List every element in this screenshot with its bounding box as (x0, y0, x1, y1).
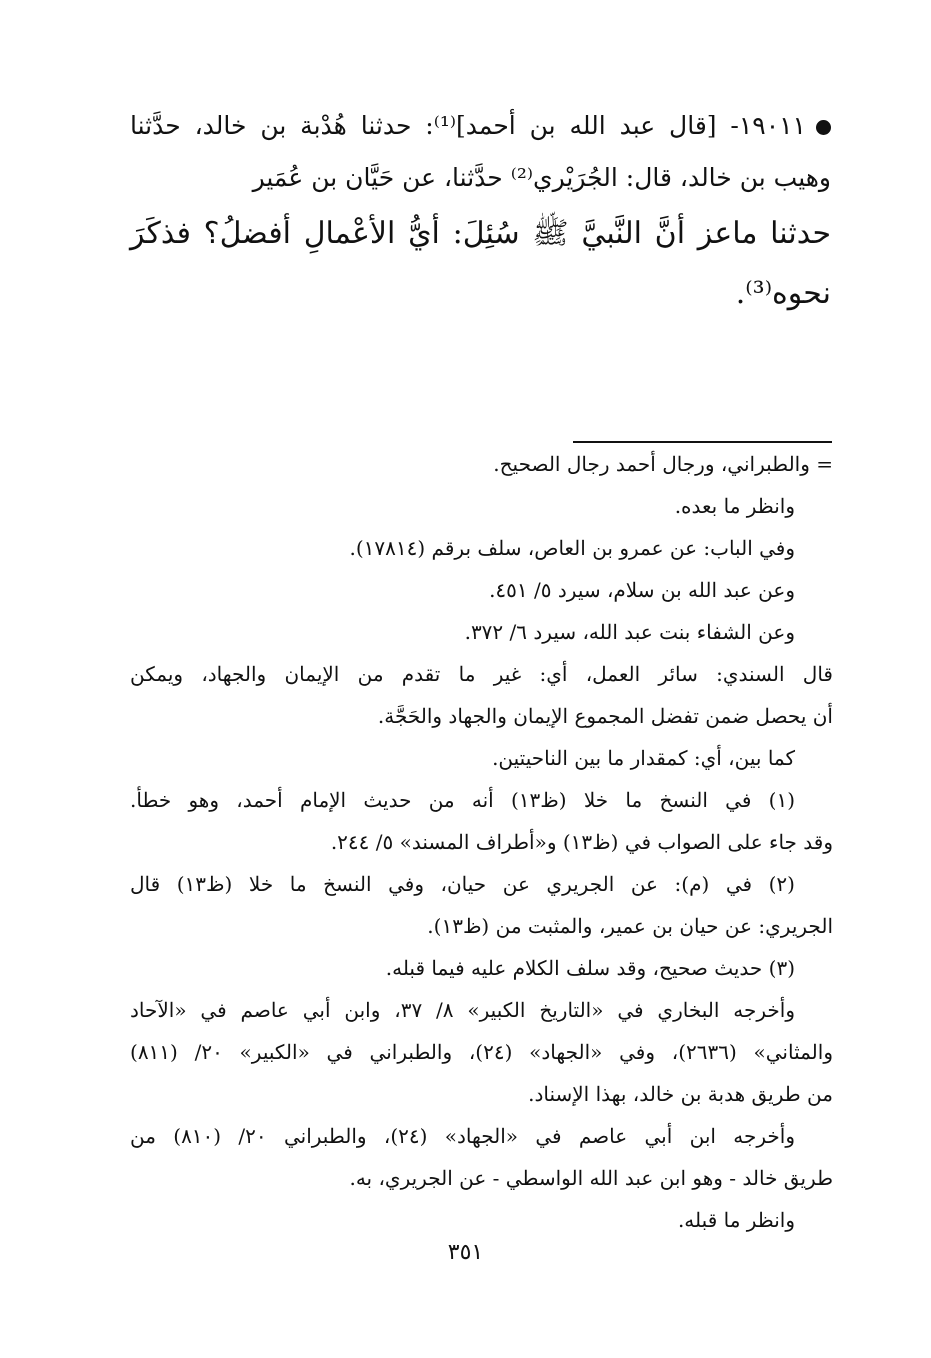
footnote-line: وانظر ما بعده. (674, 494, 795, 518)
footnote-line: كما بين، أي: كمقدار ما بين الناحيتين. (492, 746, 795, 770)
hadith-line-1-text: ١٩٠١١- [قال عبد الله بن أحمد]⁽¹⁾: حدثنا هُدْبة بن خالد، حدَّثنا (130, 111, 806, 140)
footnote-line: طريق خالد - وهو ابن عبد الله الواسطي - عن الجريري، به. (349, 1166, 833, 1190)
hadith-line-4: نحوه⁽³⁾. (735, 276, 831, 311)
hadith-line-3: حدثنا ماعز أنَّ النَّبيَّ ﷺ سُئِلَ: أيُّ الأعْمالِ أفضلُ؟ فذكَرَ (130, 216, 831, 251)
footnote-line: الجريري: عن حيان بن عمير، والمثبت من (ظ١٣). (427, 914, 833, 938)
footnotes-section (130, 443, 833, 1241)
footnote-3: (٣) حديث صحيح، وقد سلف الكلام عليه فيما قبله. (385, 956, 795, 980)
footnote-line: وعن الشفاء بنت عبد الله، سيرد ٦/ ٣٧٢. (464, 620, 795, 644)
hadith-main-text (130, 100, 831, 324)
footnote-line: وفي الباب: عن عمرو بن العاص، سلف برقم (١٧٨١٤). (349, 536, 795, 560)
footnote-line: وانظر ما قبله. (677, 1208, 795, 1232)
footnote-line: = والطبراني، ورجال أحمد رجال الصحيح. (493, 452, 833, 476)
footnote-line: قال السندي: سائر العمل، أي: غير ما تقدم من الإيمان والجهاد، ويمكن (130, 662, 833, 686)
hadith-line-1 (130, 100, 831, 152)
bullet-icon (816, 120, 831, 135)
footnote-line: وعن عبد الله بن سلام، سيرد ٥/ ٤٥١. (489, 578, 795, 602)
footnote-line: من طريق هدبة بن خالد، بهذا الإسناد. (528, 1082, 833, 1106)
footnote-2: (٢) في (م): عن الجريري عن حيان، وفي النسخ ما خلا (ظ١٣) قال (130, 872, 795, 896)
footnote-line: والمثاني» (٢٦٣٦)، وفي «الجهاد» (٢٤)، والطبراني في «الكبير» ٢٠/ (٨١١) (130, 1040, 833, 1064)
footnote-line: وقد جاء على الصواب في (ظ١٣) و«أطراف المسند» ٥/ ٢٤٤. (330, 830, 833, 854)
footnote-line: وأخرجه ابن أبي عاصم في «الجهاد» (٢٤)، والطبراني ٢٠/ (٨١٠) من (130, 1124, 795, 1148)
page-number: ٣٥١ (447, 1240, 484, 1265)
footnote-line: أن يحصل ضمن تفضل المجموع الإيمان والجهاد والحَجَّة. (377, 704, 833, 728)
footnote-1: (١) في النسخ ما خلا (ظ١٣) أنه من حديث الإمام أحمد، وهو خطأ. (130, 788, 795, 812)
footnote-line: وأخرجه البخاري في «التاريخ الكبير» ٨/ ٣٧، وابن أبي عاصم في «الآحاد (130, 998, 795, 1022)
hadith-line-2: وهيب بن خالد، قال: الجُرَيْري⁽²⁾ حدَّثنا، عن حَيَّان بن عُمَير (252, 163, 831, 192)
